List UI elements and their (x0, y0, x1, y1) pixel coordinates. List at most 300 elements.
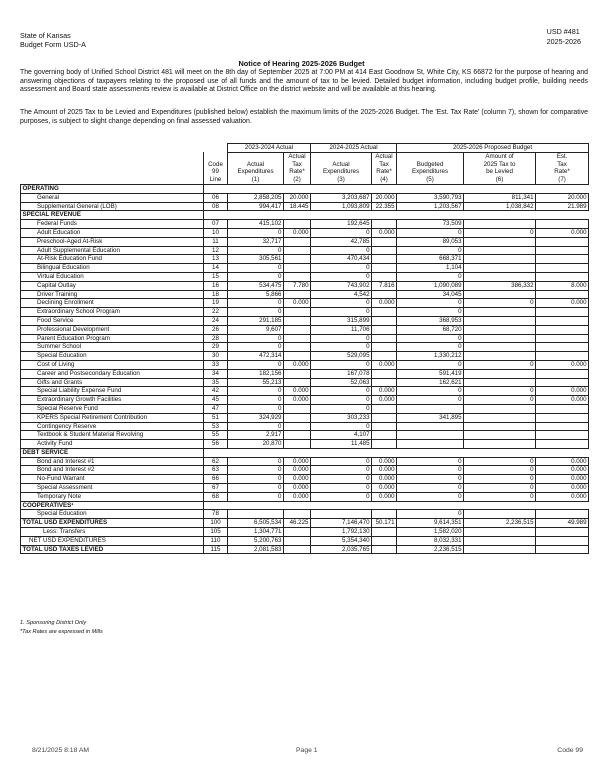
cell-c4 (372, 255, 397, 264)
cell-c2: 0.000 (284, 492, 311, 501)
cell-c3: 470,434 (311, 255, 372, 264)
cell-c5: 368,953 (397, 316, 464, 325)
cell-c3: 0 (311, 422, 372, 431)
section-row (21, 501, 589, 510)
row-code: 45 (204, 396, 228, 405)
cell-c5 (397, 431, 464, 440)
row-label: Virtual Education (21, 272, 204, 281)
cell-c7 (536, 352, 589, 361)
cell-c5: 0 (397, 457, 464, 466)
cell-c1: 0 (228, 343, 284, 352)
row-code: 22 (204, 308, 228, 317)
cell-c3: 0 (311, 308, 372, 317)
table-row (21, 387, 589, 396)
group-2025-2026: 2025-2026 Proposed Budget (397, 144, 589, 153)
row-label: TOTAL USD EXPENDITURES (21, 519, 204, 528)
cell-c2 (284, 290, 311, 299)
group-2024-2025: 2024-2025 Actual (311, 144, 397, 153)
table-row (21, 528, 589, 537)
row-label: Gifts and Grants (21, 378, 204, 387)
cell-c4: 7.816 (372, 281, 397, 290)
cell-c7 (536, 220, 589, 229)
row-code: 16 (204, 281, 228, 290)
cell-c5 (397, 422, 464, 431)
cell-c6 (464, 528, 536, 537)
cell-c6 (464, 369, 536, 378)
cell-c4: 20.000 (372, 193, 397, 202)
cell-c5: 0 (397, 246, 464, 255)
cell-c7 (536, 334, 589, 343)
cell-c5: 0 (397, 343, 464, 352)
state-name: State of Kansas (20, 31, 71, 40)
cell-c3: 0 (311, 404, 372, 413)
cell-c7: 0.000 (536, 466, 589, 475)
cell-c4: 0.000 (372, 492, 397, 501)
cell-c3: 0 (311, 228, 372, 237)
cell-c5: 8,032,331 (397, 536, 464, 545)
cell-c2 (284, 255, 311, 264)
cell-c2 (284, 528, 311, 537)
cell-c3: 0 (311, 484, 372, 493)
cell-c4 (372, 422, 397, 431)
table-row (21, 202, 589, 211)
row-code: 66 (204, 475, 228, 484)
cell-c7 (536, 325, 589, 334)
cell-c6 (464, 272, 536, 281)
cell-c1: 0 (228, 272, 284, 281)
cell-c5: 0 (397, 396, 464, 405)
cell-c5: 89,053 (397, 237, 464, 246)
total-row (21, 545, 589, 554)
cell-c7: 0.000 (536, 299, 589, 308)
cell-c6: 0 (464, 228, 536, 237)
row-label: Federal Funds (21, 220, 204, 229)
table-row (21, 228, 589, 237)
row-code: 29 (204, 343, 228, 352)
table-row (21, 308, 589, 317)
cell-c5: 1,330,212 (397, 352, 464, 361)
cell-c2: 0.000 (284, 457, 311, 466)
cell-c4: 50.171 (372, 519, 397, 528)
table-row (21, 484, 589, 493)
row-code: 110 (204, 536, 228, 545)
cell-c3: 192,645 (311, 220, 372, 229)
cell-c2 (284, 352, 311, 361)
row-code: 34 (204, 369, 228, 378)
table-row (21, 334, 589, 343)
cell-c1: 2,917 (228, 431, 284, 440)
row-label: Bond and Interest #2 (21, 466, 204, 475)
cell-c7 (536, 316, 589, 325)
row-code: 14 (204, 264, 228, 273)
cell-c4 (372, 413, 397, 422)
cell-c7 (536, 290, 589, 299)
cell-c2: 46.225 (284, 519, 311, 528)
row-code: 28 (204, 334, 228, 343)
cell-c1: 0 (228, 475, 284, 484)
row-label: Temporary Note (21, 492, 204, 501)
cell-c3: 5,354,340 (311, 536, 372, 545)
cell-c1: 32,717 (228, 237, 284, 246)
cell-c1: 994,417 (228, 202, 284, 211)
cell-c3: 315,899 (311, 316, 372, 325)
cell-c1: 0 (228, 334, 284, 343)
cell-c2: 0.000 (284, 466, 311, 475)
cell-c3: 0 (311, 475, 372, 484)
row-code: 68 (204, 492, 228, 501)
cell-c3: 4,542 (311, 290, 372, 299)
row-label: COOPERATIVES¹ (21, 501, 204, 510)
cell-c7 (536, 343, 589, 352)
section-row (21, 448, 589, 457)
cell-c6: 811,341 (464, 193, 536, 202)
cell-c3: 3,203,687 (311, 193, 372, 202)
cell-c5: 591,419 (397, 369, 464, 378)
cell-c6: 2,236,515 (464, 519, 536, 528)
cell-c6 (464, 413, 536, 422)
row-label: Extraordinary School Program (21, 308, 204, 317)
cell-c3: 52,063 (311, 378, 372, 387)
cell-c3: 0 (311, 299, 372, 308)
cell-c7 (536, 545, 589, 554)
table-row (21, 281, 589, 290)
row-label: Preschool-Aged At-Risk (21, 237, 204, 246)
cell-c1: 0 (228, 457, 284, 466)
cell-c2 (284, 404, 311, 413)
cell-c1: 0 (228, 360, 284, 369)
header-right (547, 27, 581, 46)
table-row (21, 352, 589, 361)
cell-c3: 2,035,765 (311, 545, 372, 554)
cell-c6: 0 (464, 484, 536, 493)
cell-c4 (372, 369, 397, 378)
cell-c1: 0 (228, 396, 284, 405)
cell-c1: 5,200,763 (228, 536, 284, 545)
cell-c4: 0.000 (372, 475, 397, 484)
cell-c7: 21.989 (536, 202, 589, 211)
cell-c6: 0 (464, 299, 536, 308)
row-code: 07 (204, 220, 228, 229)
cell-c1: 2,081,583 (228, 545, 284, 554)
row-code: 55 (204, 431, 228, 440)
row-label: Cost of Living (21, 360, 204, 369)
cell-c6: 0 (464, 396, 536, 405)
table-row (21, 220, 589, 229)
cell-c3: 42,785 (311, 237, 372, 246)
cell-c1: 534,475 (228, 281, 284, 290)
cell-c2 (284, 343, 311, 352)
cell-c3: 0 (311, 343, 372, 352)
cell-c1: 472,314 (228, 352, 284, 361)
cell-c3: 0 (311, 457, 372, 466)
cell-c1: 1,304,771 (228, 528, 284, 537)
row-code: 115 (204, 545, 228, 554)
row-label: DEBT SERVICE (21, 448, 204, 457)
cell-c4 (372, 528, 397, 537)
cell-c3: 743,902 (311, 281, 372, 290)
row-label: No-Fund Warrant (21, 475, 204, 484)
cell-c6 (464, 352, 536, 361)
cell-c5: 1,104 (397, 264, 464, 273)
row-code: 51 (204, 413, 228, 422)
cell-c7 (536, 413, 589, 422)
row-label: Contingency Reserve (21, 422, 204, 431)
row-code: 53 (204, 422, 228, 431)
row-label: SPECIAL REVENUE (21, 211, 204, 220)
cell-c1: 0 (228, 404, 284, 413)
cell-c2: 18.445 (284, 202, 311, 211)
row-code: 100 (204, 519, 228, 528)
table-row (21, 325, 589, 334)
table-row (21, 404, 589, 413)
section-row (21, 184, 589, 193)
table-row (21, 299, 589, 308)
print-timestamp: 8/21/2025 8:18 AM (32, 747, 90, 754)
page-number: Page 1 (296, 747, 318, 754)
cell-c4 (372, 316, 397, 325)
cell-c5: 668,371 (397, 255, 464, 264)
cell-c4 (372, 510, 397, 519)
cell-c2: 0.000 (284, 387, 311, 396)
cell-c7 (536, 431, 589, 440)
cell-c1: 291,185 (228, 316, 284, 325)
row-code: 08 (204, 202, 228, 211)
table-row (21, 422, 589, 431)
table-row (21, 475, 589, 484)
cell-c2 (284, 246, 311, 255)
cell-c6 (464, 308, 536, 317)
cell-c2 (284, 545, 311, 554)
row-label: Bond and Interest #1 (21, 457, 204, 466)
cell-c7: 0.000 (536, 228, 589, 237)
cell-c2 (284, 440, 311, 449)
row-code: 67 (204, 484, 228, 493)
cell-c6 (464, 220, 536, 229)
cell-c6: 0 (464, 457, 536, 466)
cell-c6 (464, 290, 536, 299)
cell-c6 (464, 316, 536, 325)
cell-c2 (284, 316, 311, 325)
row-code: 62 (204, 457, 228, 466)
cell-c6: 0 (464, 475, 536, 484)
row-code: 26 (204, 325, 228, 334)
cell-c3: 529,095 (311, 352, 372, 361)
cell-c5: 1,090,089 (397, 281, 464, 290)
cell-c4 (372, 220, 397, 229)
cell-c3: 1,792,130 (311, 528, 372, 537)
cell-c4: 0.000 (372, 457, 397, 466)
cell-c1: 0 (228, 246, 284, 255)
usd-number: USD #481 (546, 27, 580, 36)
table-row (21, 413, 589, 422)
cell-c2 (284, 272, 311, 281)
footnote-mills: *Tax Rates are expressed in Mills (20, 629, 103, 635)
row-code: 42 (204, 387, 228, 396)
cell-c6: 0 (464, 387, 536, 396)
cell-c4: 22.355 (372, 202, 397, 211)
cell-c4 (372, 334, 397, 343)
cell-c3: 0 (311, 396, 372, 405)
cell-c5 (397, 440, 464, 449)
cell-c4 (372, 545, 397, 554)
cell-c7 (536, 536, 589, 545)
cell-c2 (284, 220, 311, 229)
cell-c3: 0 (311, 492, 372, 501)
cell-c5: 9,614,351 (397, 519, 464, 528)
row-label: Special Assessment (21, 484, 204, 493)
table-row (21, 396, 589, 405)
footnote-sponsoring: 1. Sponsoring District Only (20, 620, 87, 626)
cell-c1: 55,213 (228, 378, 284, 387)
table-header: 2023-2024 Actual 2024-2025 Actual 2025-2026 Proposed Budget Actual Actual Amount of Est. Code Actual Tax Actual Tax Budgeted 2025 Tax to Tax 99 Expenditures Rate* Expenditures Rate* Expenditures be Levied Rate* Line (1) (2) (3) (4) (5) (6) (7) (21, 144, 589, 185)
cell-c2 (284, 237, 311, 246)
cell-c3: 1,093,809 (311, 202, 372, 211)
cell-c6 (464, 431, 536, 440)
cell-c5 (397, 404, 464, 413)
cell-c4 (372, 378, 397, 387)
cell-c7 (536, 404, 589, 413)
cell-c1: 415,102 (228, 220, 284, 229)
cell-c6 (464, 246, 536, 255)
cell-c1: 0 (228, 466, 284, 475)
cell-c1: 0 (228, 422, 284, 431)
cell-c2 (284, 422, 311, 431)
row-code: 11 (204, 237, 228, 246)
row-code: 35 (204, 378, 228, 387)
cell-c4 (372, 343, 397, 352)
cell-c5: 1,203,567 (397, 202, 464, 211)
row-code: 15 (204, 272, 228, 281)
cell-c3: 167,078 (311, 369, 372, 378)
cell-c6: 386,332 (464, 281, 536, 290)
cell-c2: 20.000 (284, 193, 311, 202)
cell-c7 (536, 378, 589, 387)
cell-c2 (284, 325, 311, 334)
row-label: Textbook & Student Material Revolving (21, 431, 204, 440)
tax-paragraph: The Amount of 2025 Tax to be Levied and Expenditures (published below) establish the maximum limits of the 2025-2026 Budget. The 'Est. Tax Rate' (column 7), shown for comparative purposes, is subject to slight change depending on final assessed valuation. (20, 109, 588, 125)
header-left (20, 31, 86, 49)
form-name: Budget Form USD-A (20, 40, 86, 49)
row-code: 105 (204, 528, 228, 537)
cell-c7 (536, 255, 589, 264)
table-row (21, 457, 589, 466)
cell-c4 (372, 272, 397, 281)
cell-c3: 0 (311, 246, 372, 255)
cell-c1: 0 (228, 228, 284, 237)
cell-c1: 0 (228, 308, 284, 317)
row-code: 06 (204, 193, 228, 202)
page-title: Notice of Hearing 2025-2026 Budget (238, 59, 365, 68)
cell-c1: 305,561 (228, 255, 284, 264)
cell-c1: 5,866 (228, 290, 284, 299)
cell-c4 (372, 352, 397, 361)
table-row (21, 378, 589, 387)
cell-c4 (372, 246, 397, 255)
cell-c5: 0 (397, 272, 464, 281)
table-row (21, 360, 589, 369)
row-label: Special Reserve Fund (21, 404, 204, 413)
row-label: Activity Fund (21, 440, 204, 449)
table-row (21, 264, 589, 273)
cell-c3: 303,233 (311, 413, 372, 422)
cell-c4 (372, 325, 397, 334)
cell-c7 (536, 440, 589, 449)
row-label: General (21, 193, 204, 202)
cell-c7 (536, 237, 589, 246)
cell-c4 (372, 440, 397, 449)
cell-c2 (284, 413, 311, 422)
row-label: Extraordinary Growth Facilities (21, 396, 204, 405)
cell-c2: 0.000 (284, 360, 311, 369)
budget-table (20, 143, 589, 554)
cell-c5: 0 (397, 510, 464, 519)
cell-c2: 0.000 (284, 299, 311, 308)
cell-c6 (464, 404, 536, 413)
table-row (21, 316, 589, 325)
row-label: Special Education (21, 352, 204, 361)
row-label: At-Risk Education Fund (21, 255, 204, 264)
cell-c2: 7.780 (284, 281, 311, 290)
cell-c2 (284, 378, 311, 387)
cell-c6 (464, 237, 536, 246)
row-code: 56 (204, 440, 228, 449)
cell-c5: 68,720 (397, 325, 464, 334)
cell-c5: 341,895 (397, 413, 464, 422)
row-label: Parent Education Program (21, 334, 204, 343)
cell-c4: 0.000 (372, 396, 397, 405)
cell-c3: 11,706 (311, 325, 372, 334)
cell-c7: 0.000 (536, 360, 589, 369)
cell-c7: 0.000 (536, 457, 589, 466)
row-code: 78 (204, 510, 228, 519)
budget-year: 2025-2026 (546, 36, 581, 46)
table-row (21, 343, 589, 352)
cell-c3: 0 (311, 466, 372, 475)
table-row (21, 440, 589, 449)
cell-c4: 0.000 (372, 299, 397, 308)
cell-c4: 0.000 (372, 228, 397, 237)
cell-c4 (372, 264, 397, 273)
cell-c6 (464, 378, 536, 387)
cell-c7 (536, 264, 589, 273)
cell-c6 (464, 422, 536, 431)
cell-c1: 0 (228, 492, 284, 501)
cell-c6 (464, 545, 536, 554)
row-label: TOTAL USD TAXES LEVIED (21, 545, 204, 554)
table-row (21, 193, 589, 202)
cell-c2 (284, 334, 311, 343)
cell-c5: 73,509 (397, 220, 464, 229)
cell-c2: 0.000 (284, 228, 311, 237)
cell-c2 (284, 536, 311, 545)
cell-c4 (372, 536, 397, 545)
table-row (21, 237, 589, 246)
row-label: Less: Transfers (21, 528, 204, 537)
cell-c2 (284, 369, 311, 378)
cell-c2 (284, 264, 311, 273)
cell-c5: 0 (397, 299, 464, 308)
cell-c5: 0 (397, 308, 464, 317)
cell-c5: 2,236,515 (397, 545, 464, 554)
table-row (21, 466, 589, 475)
cell-c6 (464, 264, 536, 273)
row-label: NET USD EXPENDITURES (21, 536, 204, 545)
cell-c6: 1,038,842 (464, 202, 536, 211)
table-row (21, 536, 589, 545)
cell-c3: 0 (311, 264, 372, 273)
row-label: Special Liability Expense Fund (21, 387, 204, 396)
cell-c3: 0 (311, 334, 372, 343)
